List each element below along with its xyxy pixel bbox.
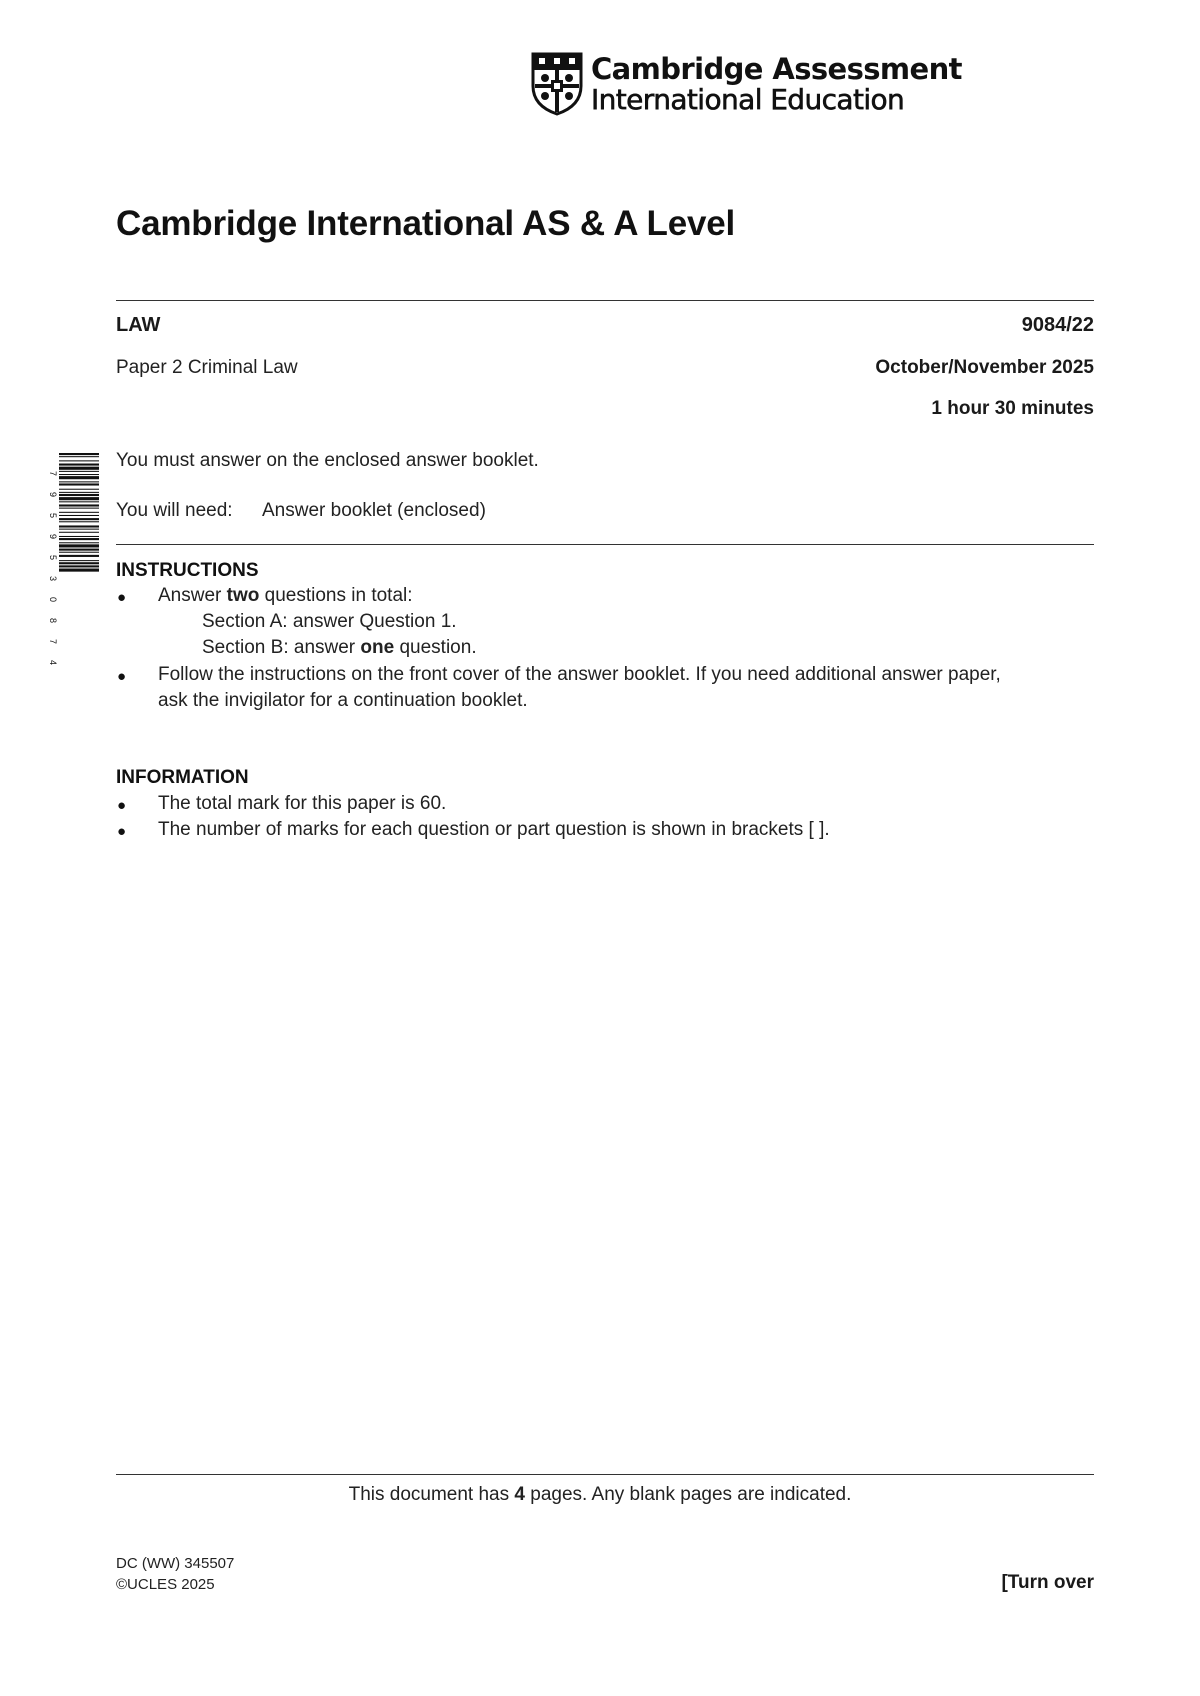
barcode-bar — [59, 456, 99, 457]
qualification-title: Cambridge International AS & A Level — [116, 204, 736, 243]
instructions-heading: INSTRUCTIONS — [116, 560, 259, 581]
barcode-bar — [59, 565, 99, 567]
middle-divider — [116, 544, 1094, 545]
section-b-text: Section B: answer — [202, 637, 361, 658]
information-2: The number of marks for each question or part question is shown in brackets [ ]. — [158, 819, 830, 840]
barcode-bar — [59, 474, 99, 475]
candidate-barcode — [47, 453, 99, 683]
barcode-bar — [59, 555, 99, 557]
bullet-icon: ● — [117, 797, 127, 814]
barcode-bar — [59, 501, 99, 502]
instruction-1 — [158, 585, 413, 607]
barcode-digit: 3 — [48, 576, 58, 582]
barcode-bar — [59, 497, 99, 500]
barcode-bar — [59, 525, 99, 527]
barcode-bar — [59, 569, 99, 572]
subject: LAW — [116, 314, 161, 336]
instruction-2-line-2: ask the invigilator for a continuation booklet. — [158, 690, 528, 711]
exam-duration: 1 hour 30 minutes — [931, 398, 1094, 419]
barcode-bar — [59, 494, 99, 496]
barcode-bar — [59, 532, 99, 533]
barcode-bar — [59, 464, 99, 466]
barcode-digit: 8 — [48, 618, 58, 624]
exam-session: October/November 2025 — [875, 357, 1094, 378]
copyright: ©UCLES 2025 — [116, 1576, 215, 1593]
barcode-bar — [59, 544, 99, 547]
barcode-bar — [59, 476, 99, 479]
section-b-text-end: question. — [394, 637, 477, 658]
barcode-bar — [59, 518, 99, 520]
barcode-bar — [59, 560, 99, 561]
page-count-text-end: pages. Any blank pages are indicated. — [524, 1484, 852, 1505]
instruction-1-emphasis: two — [226, 585, 260, 606]
page-count-text: This document has — [348, 1484, 515, 1505]
barcode-bar — [59, 471, 99, 472]
barcode-bar — [59, 492, 99, 493]
barcode-digit: 0 — [48, 597, 58, 603]
barcode-bar — [59, 515, 99, 516]
barcode-bar — [59, 549, 99, 551]
answer-note: You must answer on the enclosed answer booklet. — [116, 450, 539, 471]
barcode-digit: 7 — [48, 471, 58, 477]
page-count-note — [0, 1484, 1200, 1506]
cambridge-logo — [531, 52, 962, 118]
page-count-number: 4 — [514, 1484, 525, 1505]
barcode-bar — [59, 536, 99, 537]
barcode-bar — [59, 481, 99, 482]
you-will-need-value: Answer booklet (enclosed) — [262, 500, 486, 521]
footer-divider — [116, 1474, 1094, 1475]
information-heading: INFORMATION — [116, 767, 249, 788]
barcode-bar — [59, 508, 99, 509]
barcode-bar — [59, 521, 99, 522]
instruction-1-text-end: questions in total: — [259, 585, 413, 606]
barcode-digit: 9 — [48, 534, 58, 540]
bullet-icon: ● — [117, 668, 127, 685]
barcode-bar — [59, 529, 99, 530]
paper-name: Paper 2 Criminal Law — [116, 357, 298, 378]
logo-line-2: International Education — [591, 83, 905, 116]
barcode-digit: 5 — [48, 513, 58, 519]
section-b-emphasis: one — [360, 637, 395, 658]
barcode-bar — [59, 552, 99, 553]
logo-line-1: Cambridge Assessment — [591, 52, 962, 86]
bullet-icon: ● — [117, 589, 127, 606]
barcode-bar — [59, 483, 99, 485]
barcode-digit: 9 — [48, 492, 58, 498]
barcode-bar — [59, 542, 99, 543]
cambridge-crest-icon — [531, 52, 583, 116]
section-b-instruction — [202, 637, 477, 659]
barcode-bar — [59, 538, 99, 540]
instruction-2-line-1: Follow the instructions on the front cover of the answer booklet. If you need additional answer paper, — [158, 664, 1001, 685]
section-a-instruction: Section A: answer Question 1. — [202, 611, 457, 632]
bullet-icon: ● — [117, 823, 127, 840]
barcode-digit: 5 — [48, 555, 58, 561]
barcode-bar — [59, 489, 99, 490]
you-will-need-label: You will need: — [116, 500, 233, 521]
barcode-bar — [59, 460, 99, 461]
barcode-digit: 4 — [48, 660, 58, 666]
syllabus-code: 9084/22 — [1021, 314, 1094, 336]
document-reference: DC (WW) 345507 — [116, 1555, 235, 1572]
barcode-bar — [59, 512, 99, 513]
barcode-bar — [59, 562, 99, 564]
turn-over: [Turn over — [1001, 1572, 1094, 1593]
barcode-bar — [59, 504, 99, 506]
information-1: The total mark for this paper is 60. — [158, 793, 447, 814]
instruction-1-text: Answer — [158, 585, 227, 606]
barcode-bar — [59, 467, 99, 470]
barcode-digit: 7 — [48, 639, 58, 645]
barcode-bar — [59, 453, 99, 455]
top-divider — [116, 300, 1094, 301]
